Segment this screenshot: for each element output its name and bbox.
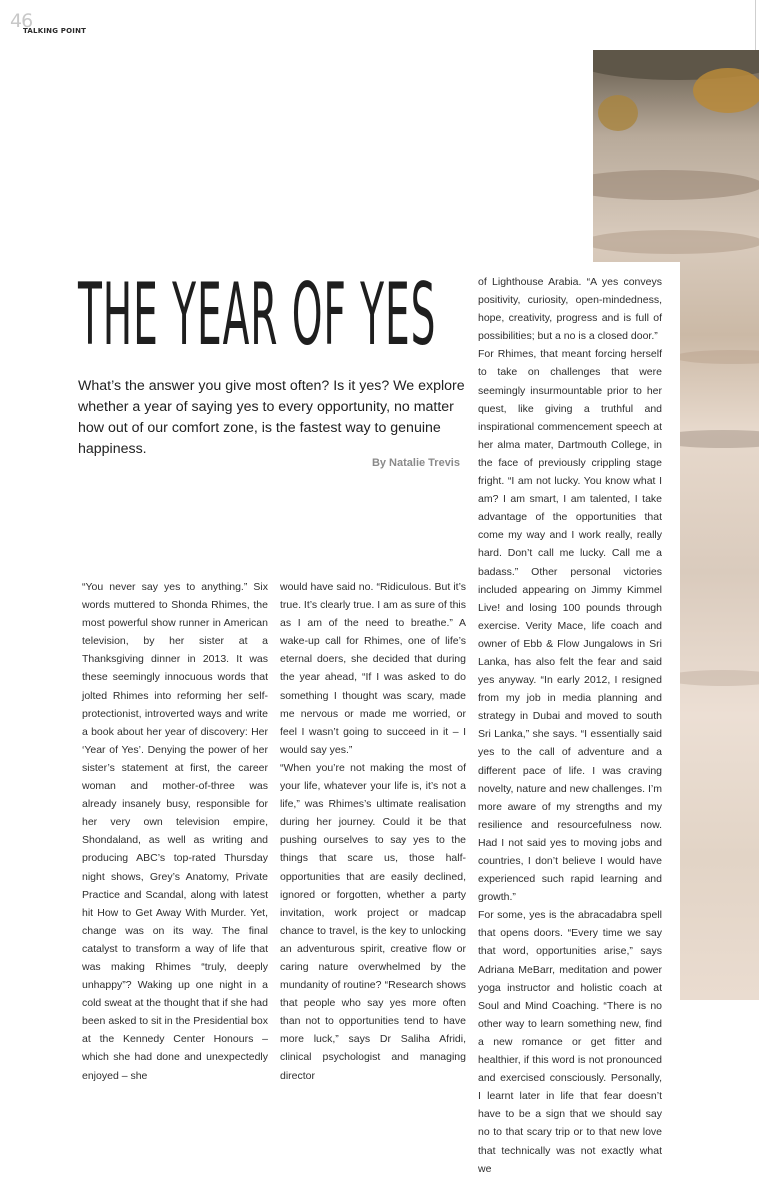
headline: THE YEAR OF YES <box>78 265 437 365</box>
section-label: TALKING POINT <box>23 27 87 35</box>
paragraph: of Lighthouse Arabia. “A yes conveys positivity, curiosity, open-mindedness, hope, creativity, progress and is full of possibilities; but a no is a closed door.” <box>478 276 662 343</box>
page-number: 46 <box>10 10 33 32</box>
body-column-3 <box>478 273 662 1178</box>
paragraph: “When you’re not making the most of your life, whatever your life is, it’s not a life,” was Rhimes’s ultimate realisation during her journey. Could it be that pushing ourselves to say yes to the things that scare us, those half-opportunities that are easily declined, ignored or forgotten, whether a party invitation, work project or madcap chance to travel, is the key to unlocking an adventurous spirit, creative flow or caring nature overwhelmed by the mundanity of routine? “Research shows that people who say yes more often than not to opportunities tend to have more luck,” says Dr Saliha Afridi, clinical psychologist and managing director <box>280 761 466 1082</box>
body-column-1 <box>82 578 268 1085</box>
paragraph: “You never say yes to anything.” Six words muttered to Shonda Rhimes, the most powerful show runner in American television, by her sister at a Thanksgiving dinner in 2013. It was these seemingly innocuous words that jolted Rhimes into reforming her self-protectionist, introverted ways and write a book about her year of discovery: Her ‘Year of Yes’. Denying the power of her sister’s statement at first, the career woman and mother-of-three was already insanely busy, responsible for her very own television empire, Shondaland, as well as writing and producing ABC’s top-rated Thursday night shows, Grey’s Anatomy, Private Practice and Scandal, along with latest hit How to Get Away With Murder. Yet, change was on its way. The final catalyst to transform a way of life that was making Rhimes “truly, deeply unhappy”? Waking up one night in a cold sweat at the thought that if she had been asked to sit in the Presidential box at the Kennedy Center Honours – which she had done and unexpectedly enjoyed – she <box>82 581 268 1082</box>
byline: By Natalie Trevis <box>371 457 460 469</box>
paragraph: For Rhimes, that meant forcing herself to take on challenges that were seemingly insurmountable prior to her quest, like giving a truthful and inspirational commencement speech at her alma mater, Dartmouth College, in the face of previously crippling stage fright. “I am not lucky. You know what I am? I am smart, I am talented, I take advantage of the opportunities that come my way and I work really, really hard. Don’t call me lucky. Call me a badass.” Other personal victories included appearing on Jimmy Kimmel Live! and losing 100 pounds through exercise. Verity Mace, life coach and owner of Ebb & Flow Jungalows in Sri Lanka, has also felt the fear and said yes anyway. “In early 2012, I resigned from my job in media planning and strategy in Dubai and moved to south Sri Lanka,” she says. “I essentially said yes to the call of adventure and a different pace of life. I was craving novelty, nature and new challenges. I’m more aware of my strengths and my resilience and resourcefulness now. Had I not said yes to moving jobs and countries, I don’t believe I would have experienced such rapid learning and growth.” <box>478 348 662 904</box>
paragraph: For some, yes is the abracadabra spell that opens doors. “Every time we say that word, opportunities arise,” says Adriana MeBarr, meditation and power yoga instructor and holistic coach at Soul and Mind Coaching. “There is no other way to learn something new, find a new romance or get fitter and healthier, if this word is not pronounced and exercised consciously. Personally, I learnt later in life that fear doesn’t have to be a sign that we should say no to that scary trip or to that new love that technically was not exactly what we <box>478 909 662 1175</box>
body-column-2 <box>280 578 466 1085</box>
standfirst: What’s the answer you give most often? Is it yes? We explore whether a year of saying yes to every opportunity, no matter how out of our comfort zone, is the fastest way to genuine happiness. <box>78 378 465 457</box>
paragraph: would have said no. “Ridiculous. But it’s true. It’s clearly true. I am as sure of this as I am of the need to breathe.” A wake-up call for Rhimes, one of life’s eternal doers, she decided that during the year ahead, “If I was asked to do something I thought was scary, made me nervous or made me worried, or feel I wasn’t going to succeed in it – I would say yes.” <box>280 581 466 756</box>
